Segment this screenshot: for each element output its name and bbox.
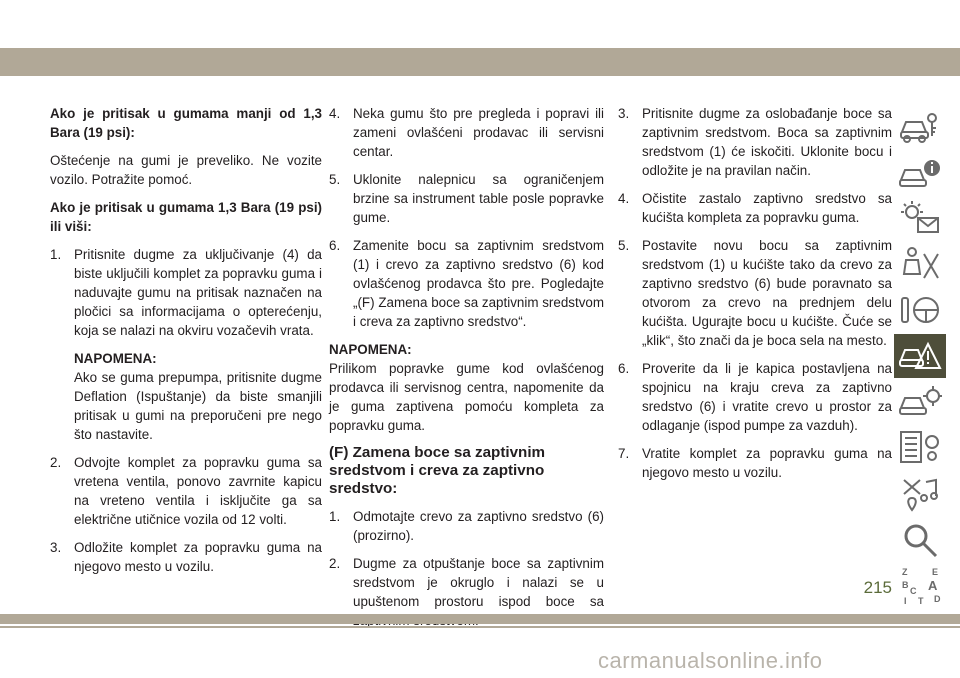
tab-car-info[interactable]	[894, 150, 946, 194]
list-item-text: Zamenite bocu sa zaptivnim sredstvom (1) i crevo za zaptivno sredstvo (6) kod ovlašćenog prodavca što pre. Pogledajte „(F) Zamena boce sa zaptivnim sredstvom i creva za zaptivno sredstvo“.	[353, 238, 604, 329]
index-letter: D	[934, 594, 941, 604]
maintenance-list-icon	[898, 428, 942, 468]
index-letter: I	[904, 596, 907, 606]
list-item	[618, 359, 892, 435]
list-item-text: Postavite novu bocu sa zaptivnim sredstvom (1) u kućište tako da crevo za zaptivno sredstvo (6) bude poravnato sa otvorom za crevo na prednjem delu kućišta. Ugurajte bocu u kućište. Čuće se „klik“, što znači da je boca sela na mesto.	[642, 238, 892, 348]
note-heading: NAPOMENA:	[74, 351, 157, 366]
list-item	[618, 444, 892, 482]
list-item-text: Pritisnite dugme za uključivanje (4) da biste uključili komplet za popravku guma i naduvajte gumu na pritisak naznačen na pločici sa informacijama o opterećenju, koja se nalazi na okviru vozačevih vrata.	[74, 247, 322, 338]
column-3	[618, 104, 892, 491]
list-item-number: 1.	[329, 509, 341, 524]
list-item	[329, 170, 604, 227]
list-item-text: Odložite komplet za popravku guma na njegovo mesto u vozilu.	[74, 540, 322, 574]
list-item	[329, 236, 604, 331]
search-icon	[898, 520, 942, 560]
note-text: Ako se guma prepumpa, pritisnite dugme Deflation (Ispuštanje) da biste smanjili pritisak u gumi na preporučeni pre nego što nastavite.	[74, 370, 322, 442]
chapter-sidebar	[894, 104, 946, 610]
list-item-text: Uklonite nalepnicu sa ograničenjem brzine sa instrument table posle popravke gume.	[353, 172, 604, 225]
heading-high-pressure: Ako je pritisak u gumama 1,3 Bara (19 psi) ili viši:	[50, 200, 322, 234]
list-item-number: 5.	[618, 238, 630, 253]
list-item	[329, 104, 604, 161]
list-item-number: 5.	[329, 172, 341, 187]
list-item-text: Očistite zastalo zaptivno sredstvo sa kućišta kompleta za popravku guma.	[642, 191, 892, 225]
list-item	[50, 245, 322, 340]
heading-low-pressure: Ako je pritisak u gumama manji od 1,3 Bara (19 psi):	[50, 106, 322, 140]
index-letter: C	[910, 586, 917, 596]
list-item-number: 3.	[50, 540, 62, 555]
paragraph-damage: Oštećenje na gumi je preveliko. Ne vozite vozilo. Potražite pomoć.	[50, 153, 322, 187]
note-text: Prilikom popravke gume kod ovlašćenog prodavca ili servisnog centra, napomenite da je guma zaptivena pomoću kompleta za popravku guma.	[329, 361, 604, 433]
car-safety-icon	[898, 244, 942, 284]
list-item-text: Neka gumu što pre pregleda i popravi ili zameni ovlašćeni prodavac ili servisni centar.	[353, 106, 604, 159]
list-item	[50, 453, 322, 529]
column-1	[50, 104, 322, 585]
list-item-number: 4.	[329, 106, 341, 121]
tab-steering-wheel[interactable]	[894, 288, 946, 332]
list-item-number: 3.	[618, 106, 630, 121]
list-item-number: 6.	[329, 238, 341, 253]
tab-index[interactable]	[894, 564, 946, 608]
list-item-text: Dugme za otpuštanje boce sa zaptivnim sredstvom je okruglo i nalazi se u upuštenom prostoru ispod boce sa	[353, 556, 604, 609]
list-item-number: 6.	[618, 361, 630, 376]
list-item-text: Odvojte komplet za popravku guma sa vretena ventila, ponovo zavrnite kapicu na vreteno ventila i isključite ga sa električne utičnice vozila od 12 volti.	[74, 455, 322, 527]
list-item-text: Proverite da li je kapica postavljena na spojnicu na kraju creva za zaptivno sredstvo (6) i vratite crevo u prostor za odlaganje (ispod pumpe za vazduh).	[642, 361, 892, 433]
list-item-number: 7.	[618, 446, 630, 461]
tab-search[interactable]	[894, 518, 946, 562]
list-item	[618, 236, 892, 350]
tab-car-safety[interactable]	[894, 242, 946, 286]
note-heading: NAPOMENA:	[329, 342, 412, 357]
index-letter: B	[902, 580, 909, 590]
index-letters-icon	[898, 566, 942, 606]
list-item-number: 4.	[618, 191, 630, 206]
tab-emergency[interactable]	[894, 334, 946, 378]
car-info-icon	[898, 152, 942, 192]
index-letter: T	[918, 596, 924, 606]
page-number: 215	[863, 578, 892, 597]
list-item-text: Pritisnite dugme za oslobađanje boce sa zaptivnim sredstvom. Boca sa zaptivnim sredstvom (1) će iskočiti. Uklonite bocu i odložite je na pravilan način.	[642, 106, 892, 178]
light-envelope-icon	[898, 198, 942, 238]
index-letter: E	[932, 567, 939, 577]
list-item-text: Odmotajte crevo za zaptivno sredstvo (6) (prozirno).	[353, 509, 604, 543]
list-item-number: 2.	[329, 556, 341, 571]
list-item	[618, 189, 892, 227]
list-item-number: 2.	[50, 455, 62, 470]
tab-light-envelope[interactable]	[894, 196, 946, 240]
note	[74, 349, 322, 444]
list-item	[50, 538, 322, 576]
list-item-number: 1.	[50, 247, 62, 262]
section-title: (F) Zamena boce sa zaptivnim sredstvom i creva za zaptivno sredstvo:	[329, 444, 546, 497]
car-key-icon	[898, 106, 942, 146]
header-band	[0, 48, 960, 76]
footer-band	[0, 614, 960, 624]
list-item	[618, 104, 892, 180]
multimedia-icon	[898, 474, 942, 514]
emergency-warning-icon	[898, 336, 942, 376]
tab-multimedia[interactable]	[894, 472, 946, 516]
steering-wheel-icon	[898, 290, 942, 330]
list-item-text: Vratite komplet za popravku guma na njegovo mesto u vozilu.	[642, 446, 892, 480]
tab-maintenance[interactable]	[894, 426, 946, 470]
list-item	[329, 507, 604, 545]
tab-car-service[interactable]	[894, 380, 946, 424]
tab-car-key[interactable]	[894, 104, 946, 148]
index-letter: A	[928, 578, 938, 593]
watermark: carmanualsonline.info	[598, 648, 823, 673]
column-2	[329, 104, 604, 639]
footer-line	[0, 626, 960, 628]
index-letter: Z	[902, 567, 908, 577]
note	[329, 340, 604, 435]
car-service-icon	[898, 382, 942, 422]
